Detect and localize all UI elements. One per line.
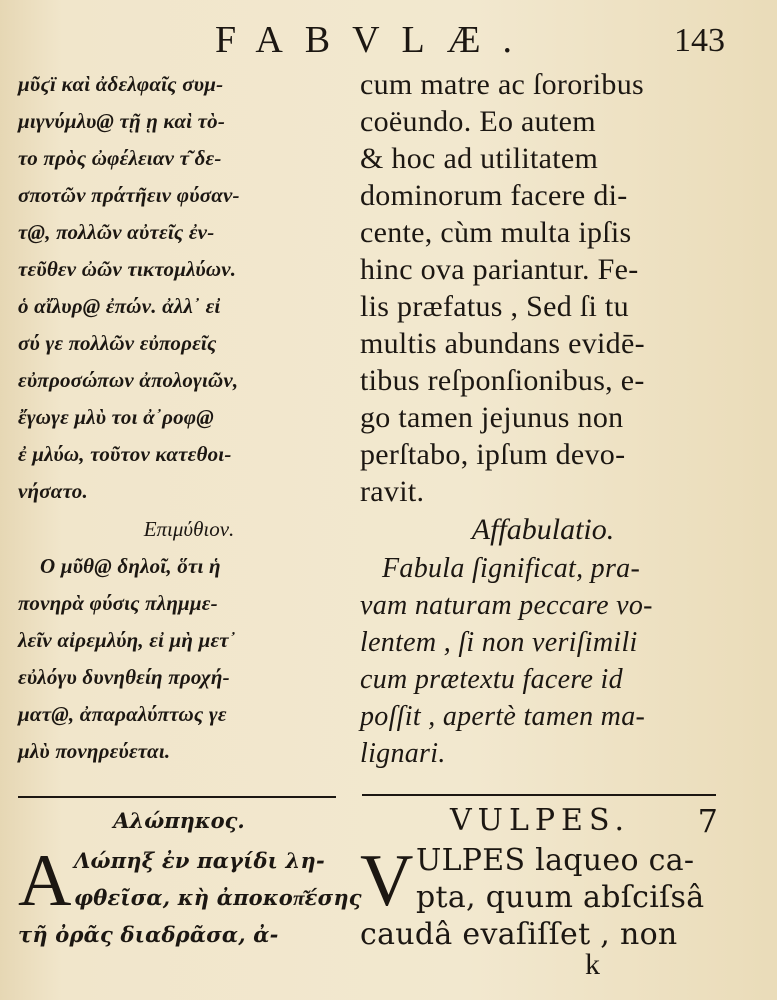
latin-moral-line: Fabula ſignificat, pra- bbox=[382, 553, 641, 584]
latin-moral bbox=[360, 550, 726, 772]
latin-line: ravit. bbox=[360, 475, 425, 508]
page-header bbox=[0, 8, 777, 66]
latin-moral-heading: Affabulatio. bbox=[471, 513, 615, 546]
greek-fable-line: Λώπηξ ἐν παγίδι λη- bbox=[74, 848, 325, 873]
greek-next-fable bbox=[18, 800, 362, 953]
latin-line: & hoc ad utilitatem bbox=[360, 142, 599, 175]
greek-line: σύ γε πολλῶν εὐπορεῖς bbox=[18, 331, 217, 355]
latin-fable-line: pta, quum abſciſsâ bbox=[416, 880, 705, 915]
greek-moral-line: πονηρὰ φύσις πλημμε- bbox=[18, 591, 218, 615]
greek-line: εὐπροσώπων ἀπολογιῶν, bbox=[18, 368, 239, 392]
greek-line: μῦϛϊ καὶ ἀδελφαῖς συμ- bbox=[18, 72, 224, 96]
greek-moral-line: Ο μῦθ@ δηλοῖ, ὅτι ἡ bbox=[40, 554, 221, 578]
latin-column bbox=[360, 66, 726, 772]
latin-fable-title: VULPES. bbox=[450, 803, 630, 838]
greek-fable-body bbox=[18, 840, 362, 953]
greek-line: τ@, πολλῶν αὐτεῖς ἐν- bbox=[18, 220, 215, 244]
fable-number: 7 bbox=[697, 802, 718, 840]
greek-moral-line: ματ@, ἀπαραλύπτως γε bbox=[18, 702, 227, 726]
latin-fable-line: caudâ evaſiſſet , non bbox=[360, 917, 678, 952]
greek-dropcap: A bbox=[18, 840, 72, 922]
latin-moral-line: poſſit , apertè tamen ma- bbox=[360, 701, 646, 732]
latin-line: hinc ova pariantur. Fe- bbox=[360, 253, 639, 286]
page-number: 143 bbox=[674, 22, 725, 59]
greek-fable-line: τῆ ὀρᾶς διαδρᾶσα, ἀ- bbox=[18, 922, 279, 947]
latin-moral-line: cum prætextu facere id bbox=[360, 664, 623, 695]
greek-fable-line: φθεῖσα, κὴ ἀποκοπ͂έσης bbox=[74, 885, 362, 910]
latin-dropcap: V bbox=[360, 840, 414, 922]
latin-line: go tamen jejunus non bbox=[360, 401, 624, 434]
greek-line: τεῦθεν ὠῶν τικτομλύων. bbox=[18, 257, 237, 281]
latin-line: cente, cùm multa ipſis bbox=[360, 216, 632, 249]
greek-line: νήσατο. bbox=[18, 479, 88, 503]
greek-line: μιγνύμλυ@ τῇ ῃ καὶ τὸ- bbox=[18, 109, 226, 133]
greek-moral-line: μλὺ πονηρεύεται. bbox=[18, 739, 171, 763]
latin-line: tibus reſponſionibus, e- bbox=[360, 364, 645, 397]
section-divider bbox=[362, 794, 716, 796]
latin-fable-body bbox=[360, 842, 726, 953]
greek-moral-heading: Επιμύθιον. bbox=[143, 517, 235, 541]
greek-moral-line: εὐλόγυ δυνηθείη προχή- bbox=[18, 665, 230, 689]
section-divider bbox=[18, 796, 336, 798]
latin-line: lis præfatus , Sed ſi tu bbox=[360, 290, 629, 323]
latin-line: perſtabo, ipſum devo- bbox=[360, 438, 626, 471]
latin-fable-line: ULPES laqueo ca- bbox=[416, 843, 695, 878]
running-title: FABVLÆ. bbox=[215, 19, 535, 61]
latin-moral-line: lignari. bbox=[360, 738, 446, 769]
latin-moral-line: vam naturam peccare vo- bbox=[360, 590, 653, 621]
greek-line: ἐ μλύω, τοῦτον κατεθοι- bbox=[18, 442, 232, 466]
latin-line: coëundo. Eo autem bbox=[360, 105, 596, 138]
greek-fable-title: Αλώπηκος. bbox=[113, 808, 245, 833]
latin-line: cum matre ac ſororibus bbox=[360, 68, 644, 101]
latin-moral-line: lentem , ſi non veriſimili bbox=[360, 627, 638, 658]
greek-line: ἔγωγε μλὺ τοι ἀ᾽ροφ@ bbox=[18, 405, 214, 429]
latin-fable-heading bbox=[360, 800, 726, 842]
greek-line: σποτῶν πράτῆειν φύσαν- bbox=[18, 183, 240, 207]
latin-next-fable bbox=[360, 800, 726, 953]
latin-line: dominorum facere di- bbox=[360, 179, 628, 212]
catchword: k bbox=[585, 948, 600, 981]
greek-moral-line: λεῖν αἰρεμλύη, εἰ μὴ μετ᾽ bbox=[18, 628, 236, 652]
latin-line: multis abundans evidē- bbox=[360, 327, 645, 360]
greek-line: ὁ αἴλυρ@ ἐπών. ἀλλ᾽ εἰ bbox=[18, 294, 221, 318]
greek-column bbox=[18, 66, 340, 770]
greek-line: το πρὸς ὠφέλειαν τ͂ δε- bbox=[18, 146, 222, 170]
